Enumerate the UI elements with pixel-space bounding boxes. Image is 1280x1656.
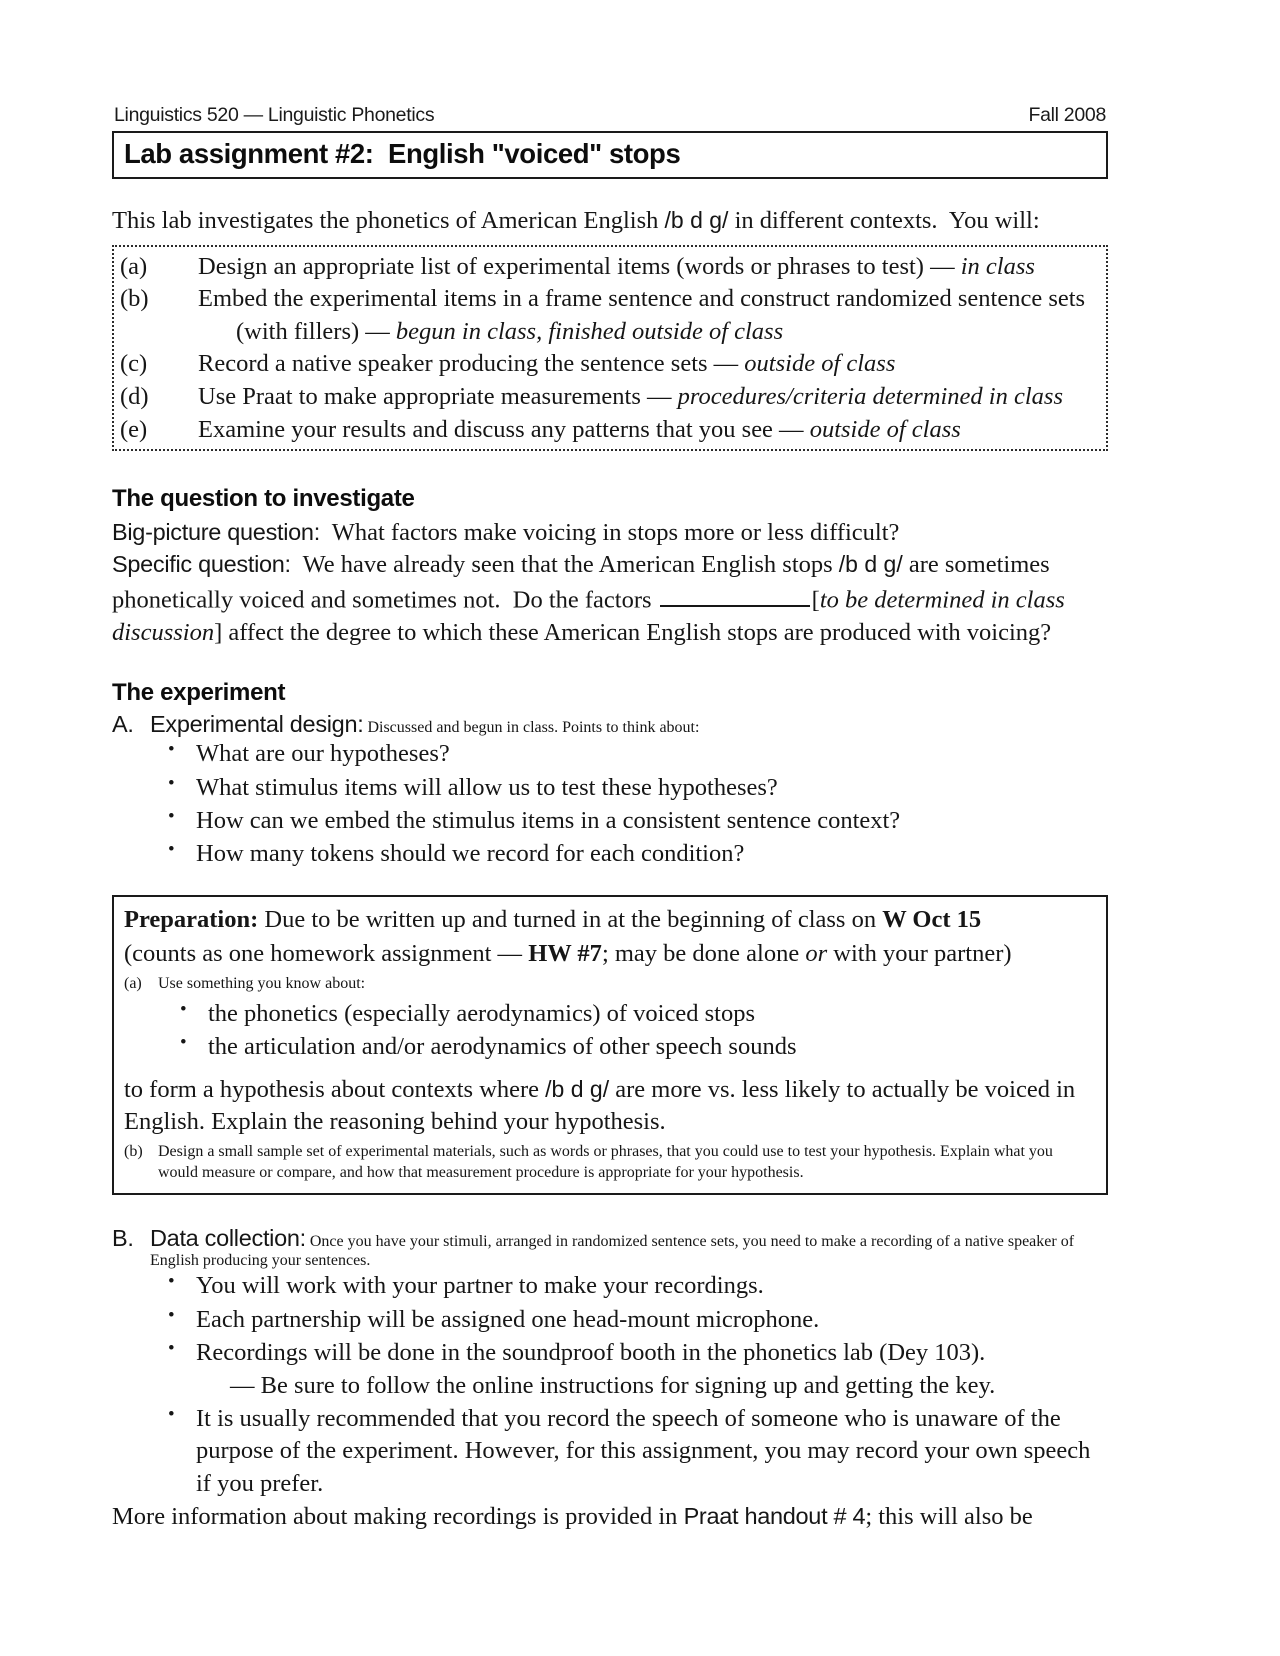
big-picture-label: Big-picture question: [112,518,320,545]
preparation-item-a-text: Use something you know about: [158,974,366,992]
running-head-right: Fall 2008 [1028,104,1106,126]
preparation-item-a-tail [124,1074,1094,1139]
task-continuation-b [198,316,1100,348]
preparation-line2-part2: ; may be done alone [601,940,806,968]
list-item: • the phonetics (especially aerodynamics) of voiced stops [176,998,1094,1030]
preparation-box [112,895,1108,1196]
preparation-bullet-list [124,998,1094,1064]
data-collection-text: Once you have your stimuli, arranged in randomized sentence sets, you need to make a recording of a native speaker of English producing your sentences. [150,1233,1075,1270]
task-text-b: Embed the experimental items in a frame sentence and construct randomized sentence sets [198,285,1086,313]
task-text-a-main: Design an appropriate list of experimental items (words or phrases to test) — [198,252,961,280]
preparation-line1-text: Due to be written up and turned in at the beginning of class on [258,905,883,933]
specific-question [112,549,1108,649]
heading-question-to-investigate: The question to investigate [112,484,415,512]
task-item-d [120,381,1100,413]
tail-part2: ; this will also be [865,1502,1033,1530]
preparation-a-tail-part1: to form a hypothesis about contexts where [124,1075,546,1103]
task-continuation-b-italic: begun in class, finished outside of class [395,318,784,346]
task-label-b: (b) [120,285,149,313]
preparation-hw-number: HW #7 [528,940,602,968]
data-collection-tail [112,1501,1108,1534]
fill-in-blank [660,582,810,607]
list-item: • How can we embed the stimulus items in a consistent sentence context? [164,805,1108,837]
task-text-e [198,414,1100,446]
list-item: • the articulation and/or aerodynamics of other speech sounds [176,1031,1094,1063]
preparation-line2-part1: (counts as one homework assignment — [124,940,529,968]
preparation-item-b [124,1141,1094,1184]
data-collection-letter: B. [112,1225,134,1252]
preparation-line2-part3: with your partner) [827,940,1012,968]
task-text-c-main: Record a native speaker producing the sentence sets — [198,350,745,378]
task-item-e [120,414,1100,446]
experiment-item-a-body [150,711,1108,738]
specific-label: Specific question: [112,551,291,578]
preparation-line-1 [124,904,1094,937]
task-continuation-b-main: (with fillers) — [236,318,396,346]
task-text-e-main: Examine your results and discuss any patterns that you see — [198,415,810,443]
data-collection-bullet-list-cont [112,1403,1108,1500]
experiment-item-a [112,711,1108,738]
data-collection-bullet-list [112,1270,1108,1369]
big-picture-question [112,517,1108,550]
tail-part1: More information about making recordings is provided in [112,1502,684,1530]
page-title: Lab assignment #2: English "voiced" stops [124,138,681,169]
task-list-box [112,245,1108,451]
preparation-item-a-label: (a) [124,974,142,992]
tail-praat-handout: Praat handout # 4 [683,1502,866,1529]
list-item: • How many tokens should we record for each condition? [164,838,1108,870]
experiment-item-a-letter: A. [112,711,134,738]
preparation-line2-italic: or [805,940,828,968]
task-text-a [198,251,1100,283]
experiment-item-a-head: Experimental design: [150,711,364,738]
intro-ipa: /b d g/ [664,207,729,233]
specific-bracket-open: [ [811,586,820,614]
experiment-item-a-text: Discussed and begun in class. Points to think about: [363,719,700,737]
heading-the-experiment: The experiment [112,679,286,707]
task-text-d [198,381,1100,413]
list-item: • It is usually recommended that you record the speech of someone who is unaware of the purpose of the experiment. However, for this assignment, you may record your own speech if you prefer. [164,1403,1108,1500]
task-italic-a: in class [960,252,1035,280]
task-item-c [120,348,1100,380]
big-picture-text: What factors make voicing in stops more or less difficult? [319,518,900,546]
list-item: • What stimulus items will allow us to test these hypotheses? [164,772,1108,804]
preparation-item-a [124,973,1094,994]
task-text-c [198,348,1100,380]
task-label-a: (a) [120,252,148,280]
intro-before: This lab investigates the phonetics of American English [112,207,665,234]
preparation-a-tail-part2: are more vs. less likely to actually be voiced in English. Explain the reasoning behind your hypothesis. [124,1075,1076,1136]
task-item-a [120,251,1100,283]
task-label-d: (d) [120,382,149,410]
task-italic-e: outside of class [809,415,961,443]
list-item: • You will work with your partner to make your recordings. [164,1270,1108,1302]
experiment-bullet-list [112,738,1108,870]
specific-part3: ] affect the degree to which these American English stops are produced with voicing? [214,618,1052,646]
data-collection-head: Data collection: [150,1225,306,1252]
specific-bracket-italic: to be determined in class discussion [112,586,1071,646]
running-head-left: Linguistics 520 — Linguistic Phonetics [114,104,435,126]
data-collection-body [150,1225,1108,1270]
preparation-due-date: W Oct 15 [882,905,982,933]
preparation-item-b-label: (b) [124,1142,143,1160]
intro-paragraph [112,205,1108,238]
preparation-item-b-text: Design a small sample set of experimental materials, such as words or phrases, that you could use to test your hypothesis. Explain what you would measure or compare, and how that measurement procedure is appropriate for your hypothesis. [158,1142,1053,1182]
task-italic-d: procedures/criteria determined in class [677,382,1063,410]
specific-part2: are sometimes phonetically voiced and sometimes not. Do the factors [112,551,1056,614]
specific-ipa: /b d g/ [838,551,903,578]
preparation-a-tail-ipa: /b d g/ [545,1075,610,1102]
data-collection-item [112,1225,1108,1270]
preparation-line-2 [124,938,1094,971]
data-collection-dash-note: — Be sure to follow the online instructions for signing up and getting the key. [230,1372,996,1400]
running-head [112,104,1108,131]
list-item: • What are our hypotheses? [164,738,1108,770]
task-item-b [120,283,1100,315]
list-item: • Recordings will be done in the soundproof booth in the phonetics lab (Dey 103). [164,1337,1108,1369]
preparation-label: Preparation: [124,905,259,933]
task-label-e: (e) [120,415,148,443]
specific-part1: We have already seen that the American English stops [290,551,839,579]
intro-after: in different contexts. You will: [728,207,1040,234]
task-label-c: (c) [120,350,148,378]
task-text-d-main: Use Praat to make appropriate measurements — [198,382,678,410]
title-box [112,131,1108,179]
list-item: • Each partnership will be assigned one head-mount microphone. [164,1304,1108,1336]
task-italic-c: outside of class [744,350,896,378]
